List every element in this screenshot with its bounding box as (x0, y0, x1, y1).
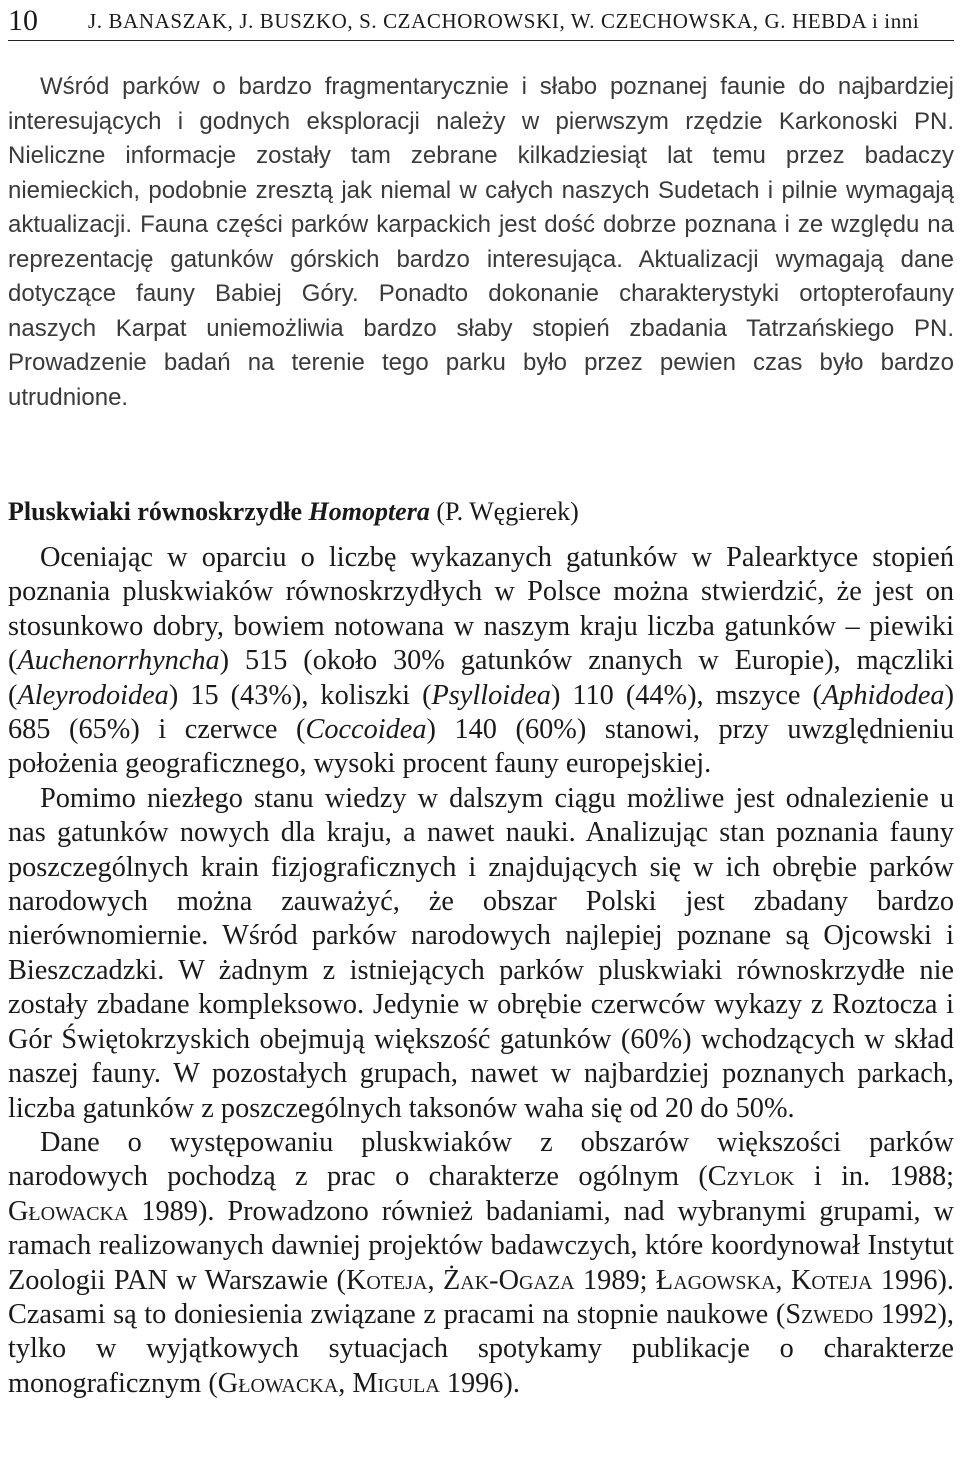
text-run: ) 515 (około 30% gatunków znanych w Europie), mączliki ( (8, 645, 954, 711)
text-run: 1996). Czasami są to doniesienia związane z pracami na stopnie naukowe ( (8, 1264, 955, 1330)
running-head-authors: J. BANASZAK, J. BUSZKO, S. CZACHOROWSKI, W. CZECHOWSKA, G. HEBDA i inni (88, 9, 920, 33)
text-run: 1989; (574, 1264, 656, 1296)
citation-author: Czylok (707, 1161, 795, 1193)
text-run: ) 110 (44%), mszyce ( (550, 679, 822, 711)
section-heading-title: Pluskwiaki równoskrzydłe (8, 497, 302, 526)
running-header (8, 0, 954, 41)
text-run: 1989). Prowadzono również badaniami, nad wybranymi grupami, w ramach realizowanych dawniej projektów badawczych, które koordynował Instytut Zoologii PAN w Warszawie ( (8, 1195, 954, 1296)
section-paragraph-2: Pomimo niezłego stanu wiedzy w dalszym ciągu możliwe jest odnalezienie u nas gatunków nowych dla kraju, a nawet nauki. Analizując stan poznania fauny poszczególnych krain fizjograficznych i znajdujących się w ich obrębie parków narodowych można zauważyć, że obszar Polski jest zbadany bardzo nierównomiernie. Wśród parków narodowych najlepiej poznane są Ojcowski i Bieszczadzki. W żadnym z istniejących parków pluskwiaki równoskrzydłe nie zostały zbadane kompleksowo. Jedynie w obrębie czerwców wykazy z Roztocza i Gór Świętokrzyskich obejmują większość gatunków (60%) wchodzących w skład naszej fauny. W pozostałych grupach, nawet w najbardziej poznanych parkach, liczba gatunków z poszczególnych taksonów waha się od 20 do 50%. (8, 782, 954, 1124)
text-run: ) 15 (43%), koliszki ( (168, 679, 432, 711)
page-number: 10 (8, 4, 38, 37)
text-run: , (427, 1264, 444, 1296)
text-run: 1996). (439, 1367, 520, 1399)
section-paragraph-1 (8, 541, 954, 782)
text-run: Dane o występowaniu pluskwiaków z obszarów większości parków narodowych pochodzą z prac o charakterze ogólnym ( (8, 1126, 954, 1193)
text-run: , (775, 1264, 791, 1296)
section-heading-author: (P. Węgierek) (436, 497, 579, 526)
citation-author: Szwedo (785, 1298, 874, 1330)
intro-paragraph: Wśród parków o bardzo fragmentarycznie i słabo poznanej faunie do najbardziej interesujących i godnych eksploracji należy w pierwszym rzędzie Karkonoski PN. Nieliczne informacje zostały tam zebrane kilkadziesiąt lat temu przez badaczy niemieckich, podobnie zresztą jak niemal w całych naszych Sudetach i pilnie wymagają aktualizacji. Fauna części parków karpackich jest dość dobrze poznana i ze względu na reprezentację gatunków górskich bardzo interesująca. Aktualizacji wymagają dane dotyczące fauny Babiej Góry. Ponadto dokonanie charakterystyki ortopterofauny naszych Karpat uniemożliwia bardzo słaby stopień zbadania Tatrzańskiego PN. Prowadzenie badań na terenie tego parku było przez pewien czas było bardzo utrudnione. (8, 73, 954, 411)
text-run: ) 140 (60%) stanowi, przy uwzględnieniu położenia geograficznego, wysoki procent fauny europejskiej. (8, 714, 954, 780)
text-run: , (338, 1367, 353, 1399)
text-run: i in. 1988; (794, 1161, 954, 1193)
citation-author: Głowacka (217, 1367, 339, 1399)
text-run: 1992), tylko w wyjątkowych sytuacjach spotykamy publikacje o charakterze monograficznym ( (8, 1298, 954, 1399)
citation-author: Migula (352, 1367, 440, 1399)
citation-author: Głowacka (8, 1195, 129, 1227)
citation-author: Koteja (345, 1264, 428, 1296)
text-run: ) 685 (65%) i czerwce ( (8, 679, 954, 746)
taxon-name: Psylloidea (431, 679, 551, 711)
section-heading (8, 496, 579, 528)
citation-author: Łagowska (655, 1264, 776, 1296)
section-heading-taxon: Homoptera (308, 497, 430, 526)
taxon-name: Auchenorrhyncha (17, 645, 220, 677)
taxon-name: Aleyrodoidea (17, 679, 169, 711)
intro-text (8, 70, 954, 415)
section-paragraph-3 (8, 1126, 954, 1401)
text-run: Oceniając w oparciu o liczbę wykazanych gatunków w Palearktyce stopień poznania pluskwiaków równoskrzydłych w Polsce można stwierdzić, że jest on stosunkowo dobry, bowiem notowana w naszym kraju liczba gatunków – piewiki ( (8, 542, 954, 677)
citation-author: Żak-Ogaza (443, 1264, 575, 1296)
taxon-name: Coccoidea (305, 714, 427, 746)
section-body (8, 541, 954, 1401)
taxon-name: Aphidodea (821, 679, 945, 711)
citation-author: Koteja (790, 1264, 873, 1296)
